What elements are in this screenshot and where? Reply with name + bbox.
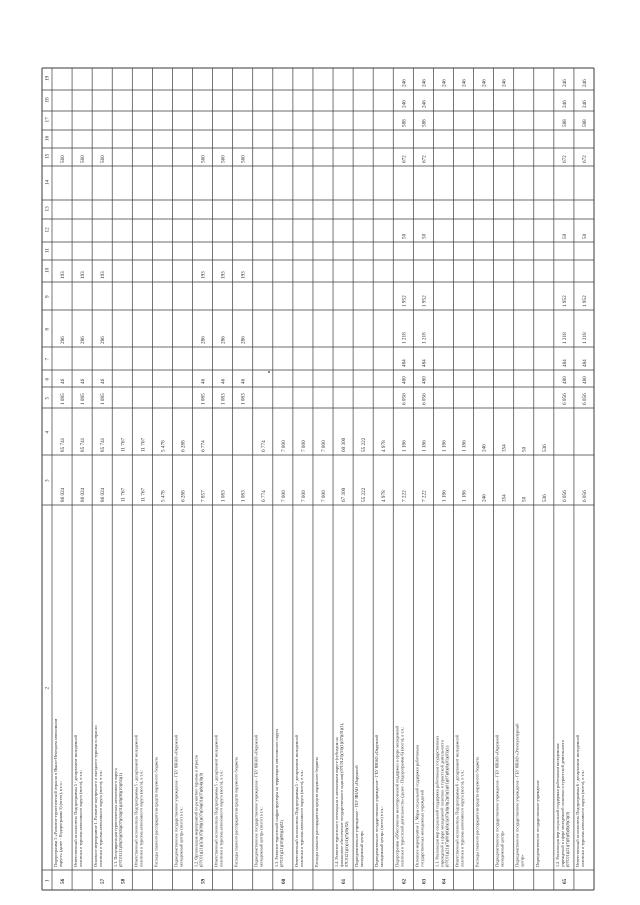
cell-value: 193 <box>200 271 207 279</box>
cell-value: 4 978 <box>381 440 388 452</box>
row-description: Расходы главного распорядителя средств окружного бюджета <box>233 756 239 867</box>
cell-value: 588 <box>401 119 408 127</box>
row-description: (07С01)(21)(7)(0)(0)(8)(0)(3)(0) <box>564 811 570 867</box>
cell-value: 560 <box>200 155 207 163</box>
cell-value: 354 <box>501 494 508 502</box>
cell-value: 50 <box>561 233 568 239</box>
cell-value: 246 <box>441 79 448 87</box>
cell-value: 7 000 <box>280 490 287 502</box>
row-description: политики и туризма автономного округа (всего), в т.ч.: <box>459 769 465 867</box>
column-number: 11 <box>44 248 51 253</box>
column-number: 15 <box>44 153 51 159</box>
cell-value: 286 <box>80 336 87 344</box>
cell-value: 6 056 <box>401 393 408 405</box>
cell-value: 1 083 <box>240 393 247 405</box>
cell-value: 7 000 <box>280 440 287 452</box>
cell-value: 560 <box>100 155 107 163</box>
cell-value: 286 <box>60 336 67 344</box>
cell-value: 672 <box>561 155 568 163</box>
column-number: 6 <box>44 377 51 381</box>
cell-value: 46 <box>80 378 87 384</box>
row-description: 1.3. Развитие туристской инфраструктуры на территории автономного округа <box>273 728 279 867</box>
cell-value: 1 085 <box>80 393 87 405</box>
cell-value: 1 952 <box>581 295 588 307</box>
row-description: молодежный центр» (всего) в т.ч.: <box>258 806 264 867</box>
row-description: политики и туризма автономного округа (всего), в т.ч.: <box>298 769 304 867</box>
cell-value: 560 <box>240 155 247 163</box>
cell-value: 6 288 <box>180 490 187 502</box>
cell-value: 85 741 <box>100 437 107 452</box>
row-description: Ответственный исполнитель Подпрограммы 5 - департамент молодежной <box>293 735 299 867</box>
row-description: политики и туризма автономного округа (всего), в т.ч.: <box>98 769 104 867</box>
cell-value: 1 083 <box>220 393 227 405</box>
cell-value: 1 952 <box>401 295 408 307</box>
row-description: (07С01113)00(05)(004)(07)(04)(01)(40)(08)(10)(04)(1) <box>118 773 124 867</box>
cell-value: 536 <box>541 444 548 452</box>
column-number: 14 <box>44 179 51 185</box>
cell-value: 484 <box>561 359 568 367</box>
cell-value: 1 186 <box>441 490 448 502</box>
row-description: учреждений в сфере молодежной политики и туристской деятельности <box>559 740 565 867</box>
column-number: 12 <box>44 227 51 233</box>
row-description: Подпрограмма «Обеспечение многоуровневой поддержки в сфере молодежной <box>394 725 400 867</box>
cell-value: 246 <box>481 79 488 87</box>
row-description: политики и туризма автономного округа (всего), в т.ч.: <box>78 769 84 867</box>
cell-value: 286 <box>240 336 247 344</box>
row-description: центр» <box>519 854 525 867</box>
cell-value: 246 <box>501 79 508 87</box>
cell-value: 46 <box>60 378 67 384</box>
cell-value: 480 <box>421 376 428 384</box>
cell-value: 11 767 <box>120 487 127 502</box>
column-number: 5 <box>44 396 51 400</box>
column-number: 4 <box>44 430 51 434</box>
cell-value: 46 <box>240 378 247 384</box>
cell-value: 1 218 <box>421 332 428 344</box>
row-description: Ответственный исполнитель Подпрограммы 5 - департамент молодежной <box>73 735 79 867</box>
cell-value: 246 <box>421 79 428 87</box>
cell-value: 1 085 <box>200 393 207 405</box>
row-description: политики и туристской деятельности» (далее - Подпрограмма 6) (всего), в т.ч.: <box>399 726 405 867</box>
cell-value: 1 218 <box>401 332 408 344</box>
cell-value: 588 <box>561 119 568 127</box>
column-number: 16 <box>44 135 51 141</box>
cell-value: 246 <box>421 100 428 108</box>
cell-value: 246 <box>581 100 588 108</box>
row-description: политики и туризма автономного округа (всего), в т.ч.: <box>579 769 585 867</box>
row-description: Ответственный исполнитель Подпрограммы 5 - департамент молодежной <box>213 735 219 867</box>
cell-value: 1 083 <box>240 490 247 502</box>
row-description: (07С01)(21)(7)(00)(8)(0)(1)(07)(8)(0)(2)(0)(3)(01)(07)(8)(0)(01)(03)(1) <box>444 745 450 867</box>
cell-value: 50 <box>521 496 528 502</box>
cell-value: 560 <box>220 155 227 163</box>
row-description: молодежный центр» (всего) в т.ч.: <box>379 806 385 867</box>
cell-value: 50 <box>521 446 528 452</box>
row-description: Подведомственное государственное учреждение - ГБУ ЯНАО «Окружной <box>253 734 259 867</box>
cell-value: 672 <box>401 155 408 163</box>
cell-value: 1 085 <box>100 393 107 405</box>
cell-value: 560 <box>80 155 87 163</box>
cell-value: 4 978 <box>381 490 388 502</box>
cell-value: 1 186 <box>441 440 448 452</box>
row-description: Подведомственное государственное учреждение - ГБУ ЯНАО «Окружной <box>374 734 380 867</box>
row-description: (07С01)(21)(50)(08)(4)(02) <box>278 820 284 867</box>
cell-value: 480 <box>581 376 588 384</box>
cell-value: 1 083 <box>220 490 227 502</box>
cell-value: 484 <box>581 359 588 367</box>
row-description: 1.2. Реализация мер социальной поддержки работникам молодежных <box>554 743 560 867</box>
cell-value: 536 <box>541 494 548 502</box>
cell-value: 480 <box>561 376 568 384</box>
column-number: 10 <box>44 267 51 273</box>
column-number: 19 <box>44 75 51 81</box>
column-number: 13 <box>44 206 51 212</box>
cell-value: 560 <box>60 155 67 163</box>
row-description: Основное мероприятие 1. Меры социальной поддержки работникам <box>414 745 420 867</box>
cell-value: 193 <box>100 271 107 279</box>
column-number: 8 <box>44 327 51 331</box>
cell-value: 6 056 <box>561 393 568 405</box>
cell-value: 672 <box>581 155 588 163</box>
cell-value: 246 <box>461 79 468 87</box>
cell-value: 60 300 <box>341 437 348 452</box>
row-number: 65 <box>561 878 568 884</box>
row-description: 1.4. Развитие туристского потенциала в автономном округе (субсидия на <box>334 737 340 867</box>
cell-value: 46 <box>100 378 107 384</box>
row-description: округе» (далее - Подпрограмма 5) (всего), в т.ч.: <box>58 781 63 867</box>
cell-value: 1 186 <box>461 490 468 502</box>
cell-value: 67 300 <box>341 487 348 502</box>
row-description: Подведомственное государственное учреждение - ГБУ ЯНАО «Окружной <box>494 734 500 867</box>
cell-value: 1 952 <box>421 295 428 307</box>
cell-value: 246 <box>401 100 408 108</box>
cell-value: 193 <box>60 271 67 279</box>
row-description: молодежный центр» <box>499 830 505 867</box>
cell-value: 7 222 <box>421 490 428 502</box>
cell-value: 46 <box>220 378 227 384</box>
column-number: 1 <box>44 879 51 882</box>
cell-value: 50 <box>421 233 428 239</box>
cell-value: 6 056 <box>581 393 588 405</box>
cell-value: 7 000 <box>321 440 327 452</box>
cell-value: 7 857 <box>200 490 207 502</box>
column-number: 3 <box>44 479 51 482</box>
cell-value: 193 <box>220 271 227 279</box>
row-description: Ответственный исполнитель Подпрограммы 5 - департамент молодежной <box>133 735 139 867</box>
cell-value: 246 <box>581 79 588 87</box>
table-cells <box>45 75 588 884</box>
row-description: политики и туризма автономного округа (всего), в т.ч.: <box>218 769 224 867</box>
row-number: 58 <box>120 878 127 884</box>
row-description: Подведомственное государственное учреждение - ГБУ ЯНАО «Этнокультурный <box>514 723 520 867</box>
cell-value: 1 218 <box>581 332 588 344</box>
row-description: Расходы главного распорядителя средств окружного бюджета <box>313 756 319 867</box>
cell-value: 55 222 <box>361 487 368 502</box>
cell-value: 1 186 <box>421 440 428 452</box>
cell-value: 1 218 <box>561 332 568 344</box>
row-number: 60 <box>280 878 287 884</box>
cell-value: 588 <box>421 119 428 127</box>
cell-value: 46 <box>200 378 207 384</box>
row-description: Расходы главного распорядителя средств окружного бюджета <box>153 756 159 867</box>
cell-value: 246 <box>561 100 568 108</box>
row-number: 62 <box>401 878 408 884</box>
cell-value: 6 288 <box>180 440 187 452</box>
cell-value: 6 056 <box>561 490 568 502</box>
row-description: Ответственный исполнитель Подпрограммы 6 - департамент молодежной <box>574 735 580 867</box>
cell-value: 193 <box>80 271 87 279</box>
cell-value: 588 <box>581 119 588 127</box>
cell-value: 7 222 <box>401 490 408 502</box>
cell-value: 1 952 <box>561 295 568 307</box>
cell-value: 480 <box>401 376 408 384</box>
row-description: учреждений в сфере молодежной политики и туристской деятельности <box>439 740 445 867</box>
row-number: 57 <box>100 878 107 884</box>
cell-value: 5 478 <box>160 440 167 452</box>
row-description: государственных молодежных учреждений <box>419 789 425 867</box>
cell-value: 11 767 <box>140 487 147 502</box>
column-number: 9 <box>44 295 51 298</box>
cell-value: 1 186 <box>401 440 408 452</box>
row-number: 64 <box>441 878 448 884</box>
cell-value: 85 741 <box>60 437 67 452</box>
column-number: 2 <box>44 686 51 690</box>
cell-value: 6 774 <box>260 490 267 502</box>
cell-value: 55 222 <box>361 437 368 452</box>
row-number: 63 <box>421 878 428 884</box>
cell-value: 286 <box>200 336 207 344</box>
row-description: Подпрограмма 5 «Развитие туристической отрасли в Ямало-Ненецком автономном <box>53 718 58 867</box>
cell-value: 246 <box>481 444 488 452</box>
row-description: (07С01)(21)(5(3)(07)(08)(1)(07)(04)(01)(07)(8(4)(9)(0) <box>198 772 204 867</box>
row-description: 1.2. Организация мероприятий по развитию туризма в отрасли <box>193 755 199 867</box>
cell-value: 1 186 <box>461 440 468 452</box>
column-number: 17 <box>44 117 51 123</box>
row-description: Ответственный исполнитель Подпрограммы 6 - департамент молодежной <box>454 735 460 867</box>
cell-value: 50 <box>581 233 588 239</box>
row-description: политики и туризма автономного округа (всего), в т.ч.: <box>138 769 144 867</box>
column-number: 7 <box>44 357 51 361</box>
row-description: Основное мероприятие 1. Развитие внутреннего и въездного туризма в отрасли <box>93 725 99 867</box>
cell-value: 6 774 <box>260 440 267 452</box>
row-description: финансовое обеспечение государственного задания) (07С0121)(53)(1)(07)(01)(1), <box>339 722 345 867</box>
row-description: 1.1. Реализация мер социальной поддержки работникам государственных <box>434 735 440 867</box>
row-description: молодежный центр» (всего) в т.ч.: <box>178 806 184 867</box>
cell-value: 50 <box>401 233 408 239</box>
row-description: Подведомственное государственное учреждение <box>534 780 540 867</box>
cell-value: 11 767 <box>140 437 147 452</box>
row-description: 1.1. Популяризация туристических автономного округа <box>113 768 119 867</box>
row-number: 61 <box>341 878 348 884</box>
cell-value: 11 767 <box>120 437 127 452</box>
row-description: Подведомственное учреждение - ГБУ ЯНАО «Окружной <box>354 765 360 867</box>
row-number: 59 <box>200 878 207 884</box>
row-description: молодежный центр» <box>359 830 365 867</box>
row-description: Подведомственное государственное учреждение - ГБУ ЯНАО «Окружной <box>173 734 179 867</box>
row-description: 07С0121)(5)(14)(7)(0)(02) <box>344 821 350 867</box>
cell-value: 7 000 <box>300 490 307 502</box>
cell-value: 6 774 <box>200 440 207 452</box>
cell-value: 86 024 <box>80 487 87 502</box>
row-number: 56 <box>60 878 67 884</box>
cell-value: 286 <box>100 336 107 344</box>
cell-value: 246 <box>401 79 408 87</box>
cell-value: 6 056 <box>421 393 428 405</box>
cell-value: 86 024 <box>100 487 107 502</box>
cell-value: 6 056 <box>581 490 588 502</box>
cell-value: 193 <box>240 271 247 279</box>
cell-value: 672 <box>421 155 428 163</box>
cell-value: 86 024 <box>60 487 67 502</box>
column-number: 18 <box>44 97 51 103</box>
cell-value: 246 <box>561 79 568 87</box>
cell-value: 286 <box>220 336 227 344</box>
cell-value: 7 000 <box>300 440 307 452</box>
cell-value: 85 741 <box>80 437 87 452</box>
row-description: Расходы главного распорядителя средств окружного бюджета <box>474 756 480 867</box>
cell-value: 354 <box>501 444 508 452</box>
cell-value: 484 <box>421 359 428 367</box>
cell-value: 5 478 <box>160 490 167 502</box>
cell-value: 7 000 <box>321 490 327 502</box>
cell-value: 1 085 <box>60 393 67 405</box>
cell-value: 246 <box>481 494 488 502</box>
cell-value: 484 <box>401 359 408 367</box>
